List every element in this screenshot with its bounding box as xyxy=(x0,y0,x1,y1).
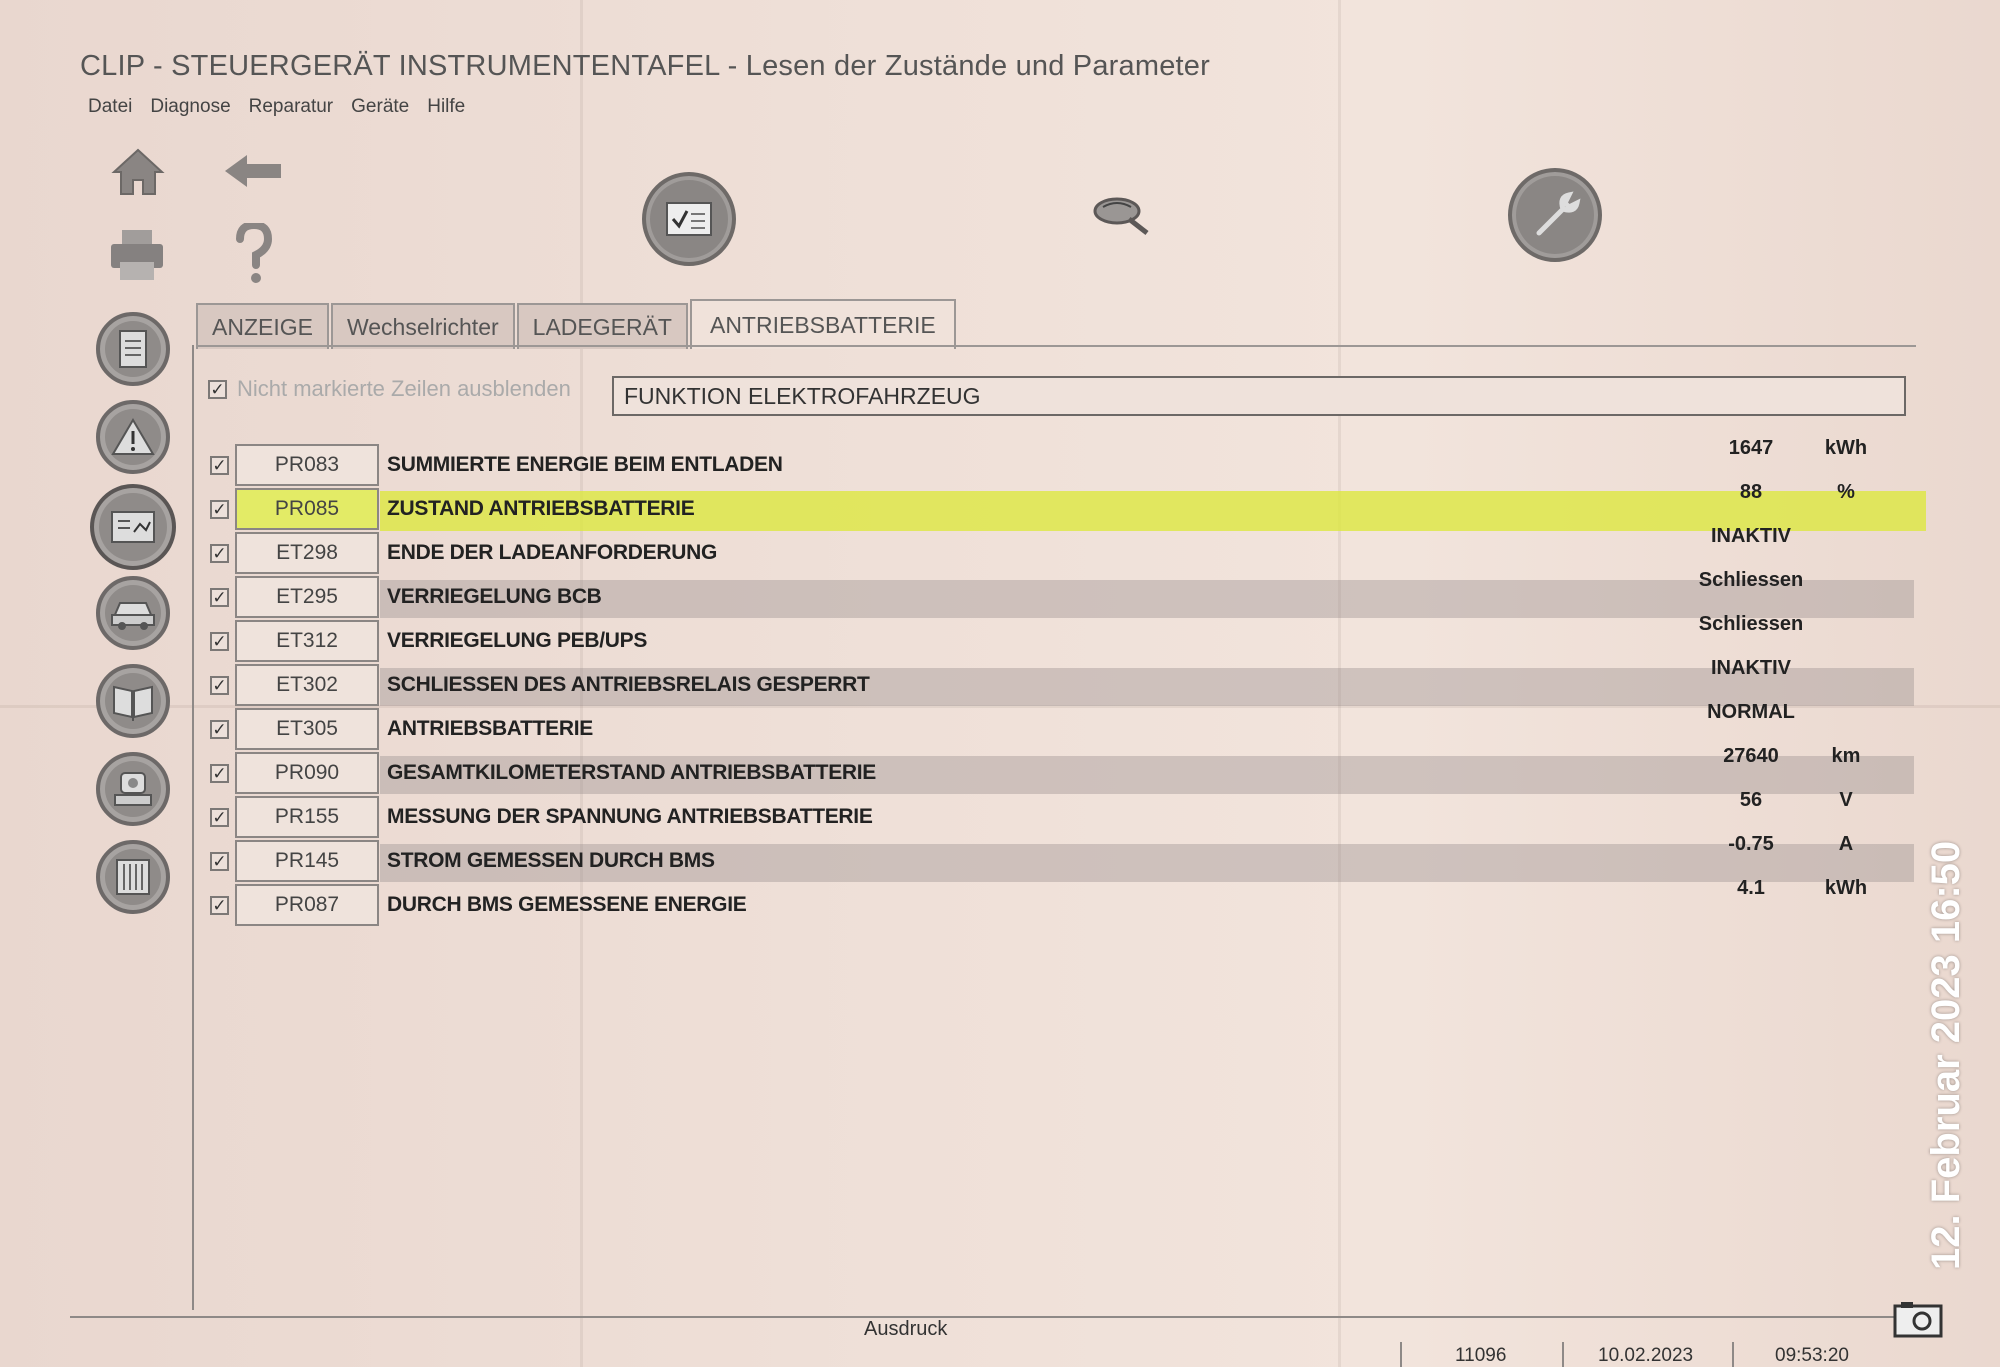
magnifier-icon[interactable] xyxy=(1090,190,1154,240)
status-separator xyxy=(1562,1342,1564,1367)
help-question-icon[interactable] xyxy=(232,222,276,286)
row-unit: A xyxy=(1838,833,1854,855)
tab-bar xyxy=(196,303,958,349)
row-code: PR087 xyxy=(235,884,379,926)
ecu-icon[interactable] xyxy=(96,752,170,826)
row-code: ET302 xyxy=(235,664,379,706)
print-label: Ausdruck xyxy=(864,1318,948,1340)
row-code: PR145 xyxy=(235,840,379,882)
back-arrow-icon[interactable] xyxy=(222,146,284,196)
hide-unmarked-label: Nicht markierte Zeilen ausblenden xyxy=(237,376,571,401)
battery-icon[interactable] xyxy=(96,840,170,914)
row-checkbox[interactable]: ✓ xyxy=(210,764,229,783)
menu-bar xyxy=(88,96,465,118)
row-code: PR085 xyxy=(235,488,379,530)
tab-antriebsbatterie[interactable]: ANTRIEBSBATTERIE xyxy=(690,299,956,349)
row-checkbox[interactable]: ✓ xyxy=(210,500,229,519)
row-unit: kWh xyxy=(1824,437,1868,459)
status-separator xyxy=(1732,1342,1734,1367)
row-description: ANTRIEBSBATTERIE xyxy=(387,717,593,740)
menu-hilfe[interactable]: Hilfe xyxy=(427,96,466,117)
tab-underline xyxy=(196,345,1916,347)
parameter-table xyxy=(206,437,1914,927)
row-description: VERRIEGELUNG PEB/UPS xyxy=(387,629,648,652)
row-description: VERRIEGELUNG BCB xyxy=(387,585,602,608)
status-separator xyxy=(1400,1342,1402,1367)
vehicle-icon[interactable] xyxy=(96,576,170,650)
printer-icon[interactable] xyxy=(106,226,168,284)
row-checkbox[interactable]: ✓ xyxy=(210,544,229,563)
row-unit: V xyxy=(1839,789,1853,811)
row-checkbox[interactable]: ✓ xyxy=(210,588,229,607)
status-date: 10.02.2023 xyxy=(1598,1345,1694,1366)
status-time: 09:53:20 xyxy=(1775,1345,1849,1366)
panel-border xyxy=(192,345,194,1310)
warning-icon[interactable] xyxy=(96,400,170,474)
row-checkbox[interactable]: ✓ xyxy=(210,896,229,915)
status-bar xyxy=(60,1342,1940,1367)
row-value: Schliessen xyxy=(1698,569,1804,591)
menu-diagnose[interactable]: Diagnose xyxy=(150,96,231,117)
hide-unmarked-checkbox[interactable]: ✓ xyxy=(208,380,227,399)
row-unit: kWh xyxy=(1824,877,1868,899)
row-description: SCHLIESSEN DES ANTRIEBSRELAIS GESPERRT xyxy=(387,673,870,696)
status-number: 11096 xyxy=(1455,1345,1507,1366)
row-code: ET312 xyxy=(235,620,379,662)
row-value: 27640 xyxy=(1723,745,1779,767)
row-description: GESAMTKILOMETERSTAND ANTRIEBSBATTERIE xyxy=(387,761,877,784)
row-description: STROM GEMESSEN DURCH BMS xyxy=(387,849,715,872)
tab-wechselrichter[interactable]: Wechselrichter xyxy=(331,303,515,349)
row-checkbox[interactable]: ✓ xyxy=(210,456,229,475)
row-value: INAKTIV xyxy=(1711,657,1791,679)
wrench-icon[interactable] xyxy=(1508,168,1602,262)
row-value: 88 xyxy=(1739,481,1763,503)
menu-datei[interactable]: Datei xyxy=(88,96,133,117)
row-code: PR090 xyxy=(235,752,379,794)
row-code: ET305 xyxy=(235,708,379,750)
photo-timestamp: 12. Februar 2023 16:50 xyxy=(1924,840,1968,1270)
table-row[interactable] xyxy=(206,877,1914,927)
row-code: PR083 xyxy=(235,444,379,486)
row-value: 56 xyxy=(1739,789,1763,811)
document-icon[interactable] xyxy=(96,312,170,386)
row-checkbox[interactable]: ✓ xyxy=(210,676,229,695)
menu-reparatur[interactable]: Reparatur xyxy=(248,96,334,117)
row-description: ENDE DER LADEANFORDERUNG xyxy=(387,541,717,564)
row-code: ET295 xyxy=(235,576,379,618)
row-unit: km xyxy=(1831,745,1861,767)
row-description: MESSUNG DER SPANNUNG ANTRIEBSBATTERIE xyxy=(387,805,873,828)
row-checkbox[interactable]: ✓ xyxy=(210,852,229,871)
tab-ladegeraet[interactable]: LADEGERÄT xyxy=(517,303,688,349)
window-title: CLIP - STEUERGERÄT INSTRUMENTENTAFEL - Lesen der Zustände und Parameter xyxy=(80,50,1210,82)
row-checkbox[interactable]: ✓ xyxy=(210,632,229,651)
tab-anzeige[interactable]: ANZEIGE xyxy=(196,303,329,349)
row-value: NORMAL xyxy=(1707,701,1795,723)
manual-icon[interactable] xyxy=(96,664,170,738)
row-description: ZUSTAND ANTRIEBSBATTERIE xyxy=(387,497,695,520)
row-value: -0.75 xyxy=(1728,833,1774,855)
camera-icon[interactable] xyxy=(1893,1300,1943,1338)
row-value: INAKTIV xyxy=(1711,525,1791,547)
footer-divider xyxy=(70,1316,1910,1318)
row-value: 4.1 xyxy=(1737,877,1765,899)
row-code: PR155 xyxy=(235,796,379,838)
row-checkbox[interactable]: ✓ xyxy=(210,808,229,827)
checklist-icon[interactable] xyxy=(642,172,736,266)
home-icon[interactable] xyxy=(108,142,168,202)
row-checkbox[interactable]: ✓ xyxy=(210,720,229,739)
row-value: Schliessen xyxy=(1698,613,1804,635)
function-field[interactable]: FUNKTION ELEKTROFAHRZEUG xyxy=(612,376,1906,416)
row-description: DURCH BMS GEMESSENE ENERGIE xyxy=(387,893,747,916)
parameters-icon[interactable] xyxy=(90,484,176,570)
filter-row xyxy=(208,376,571,402)
row-value: 1647 xyxy=(1728,437,1774,459)
row-code: ET298 xyxy=(235,532,379,574)
row-description: SUMMIERTE ENERGIE BEIM ENTLADEN xyxy=(387,453,783,476)
row-unit: % xyxy=(1837,481,1855,503)
menu-geraete[interactable]: Geräte xyxy=(351,96,410,117)
